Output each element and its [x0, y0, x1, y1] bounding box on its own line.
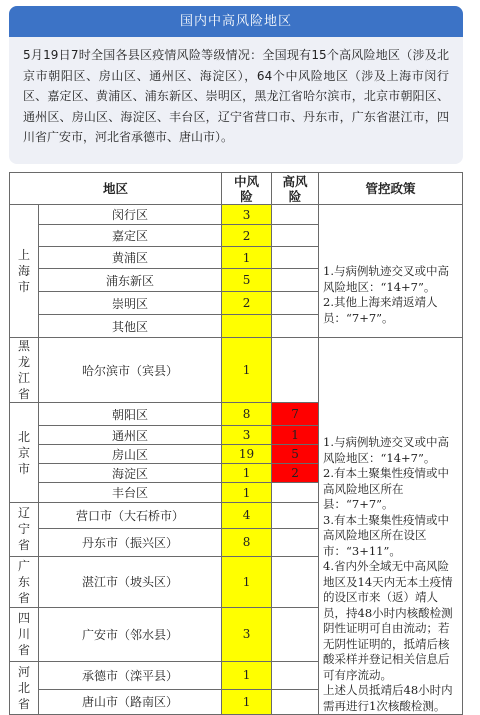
table-header-row [10, 173, 463, 205]
province-label: 黑龙江省 [17, 339, 30, 401]
province-label: 辽宁省 [17, 506, 30, 553]
area-cell: 湛江市（坡头区） [39, 556, 222, 607]
policy-item: 2.有本土聚集性疫情或中高风险地区所在县：“7+7”。 [323, 466, 449, 511]
province-liaoning [10, 503, 39, 556]
header-policy: 管控政策 [319, 173, 463, 205]
policy-item: 1.与病例轨迹交叉或中高风险地区：“14+7”。 [323, 264, 449, 294]
policy-item: 3.有本土聚集性疫情或中高风险地区所在设区市：“3+11”。 [323, 512, 449, 558]
header-region: 地区 [10, 173, 222, 205]
area-cell: 海淀区 [39, 464, 222, 483]
high-count: 7 [272, 403, 319, 426]
province-label: 北京市 [17, 429, 30, 476]
page-title: 国内中高风险地区 [9, 6, 463, 37]
medium-count: 1 [222, 689, 272, 714]
medium-count: 4 [222, 503, 272, 528]
medium-count [222, 315, 272, 338]
medium-count: 1 [222, 661, 272, 689]
medium-count: 1 [222, 483, 272, 503]
medium-count: 3 [222, 205, 272, 225]
medium-count: 3 [222, 607, 272, 661]
medium-count: 5 [222, 269, 272, 292]
province-label: 上海市 [17, 248, 30, 294]
area-cell: 崇明区 [39, 292, 222, 315]
medium-count: 2 [222, 225, 272, 247]
table-row [10, 338, 463, 403]
summary-text: 5月19日7时全国各县区疫情风险等级情况：全国现有15个高风险地区（涉及北京市朝阳区、房山区、通州区、海淀区），64个中风险地区（涉及上海市闵行区、嘉定区、黄浦区、浦东新区、崇明区，黑龙江省哈尔滨市，北京市朝阳区、通州区、房山区、海淀区、丰台区，辽宁省营口市、丹东市，广东省湛江市，四川省广安市，河北省承德市、唐山市）。 [23, 48, 449, 144]
high-count [272, 607, 319, 661]
high-count [272, 269, 319, 292]
high-count [272, 503, 319, 528]
policy-others [319, 338, 463, 715]
area-cell: 承德市（滦平县） [39, 661, 222, 689]
province-label: 四川省 [17, 611, 30, 658]
province-beijing [10, 403, 39, 503]
policy-item: 上述人员抵靖后48小时内需再进行1次核酸检测。 [323, 683, 453, 713]
header-high-label: 高风险 [282, 173, 308, 204]
area-cell: 营口市（大石桥市） [39, 503, 222, 528]
medium-count: 1 [222, 464, 272, 483]
risk-table [9, 172, 463, 715]
medium-count: 1 [222, 338, 272, 403]
high-count [272, 528, 319, 556]
area-cell: 房山区 [39, 445, 222, 464]
policy-item: 4.省内外全域无中高风险地区及14天内无本土疫情的设区市来（返）靖人员，持48小时内核酸检测阴性证明可自由流动；若无阴性证明的，抵靖后核酸采样并登记相关信息后可有序流动。 [323, 559, 453, 682]
high-count [272, 315, 319, 338]
high-count [272, 689, 319, 714]
header-medium-risk [222, 173, 272, 205]
province-label: 河北省 [17, 664, 30, 711]
province-hebei [10, 661, 39, 714]
medium-count: 1 [222, 247, 272, 269]
area-cell: 浦东新区 [39, 269, 222, 292]
policy-shanghai [319, 205, 463, 338]
area-cell: 通州区 [39, 426, 222, 445]
province-sichuan [10, 607, 39, 661]
province-label: 广东省 [17, 558, 30, 605]
high-count [272, 292, 319, 315]
high-count [272, 205, 319, 225]
high-count [272, 225, 319, 247]
high-count [272, 661, 319, 689]
info-card [9, 6, 463, 164]
area-cell: 丹东市（振兴区） [39, 528, 222, 556]
area-cell: 广安市（邻水县） [39, 607, 222, 661]
area-cell: 哈尔滨市（宾县） [39, 338, 222, 403]
medium-count: 19 [222, 445, 272, 464]
medium-count: 3 [222, 426, 272, 445]
header-high-risk [272, 173, 319, 205]
area-cell: 闵行区 [39, 205, 222, 225]
header-medium-label: 中风险 [234, 173, 260, 204]
policy-item: 1.与病例轨迹交叉或中高风险地区：“14+7”。 [323, 435, 449, 465]
area-cell: 黄浦区 [39, 247, 222, 269]
area-cell: 唐山市（路南区） [39, 689, 222, 714]
high-count [272, 483, 319, 503]
policy-item: 2.其他上海来靖返靖人员：“7+7”。 [323, 295, 438, 325]
medium-count: 1 [222, 556, 272, 607]
province-shanghai [10, 205, 39, 338]
high-count [272, 556, 319, 607]
high-count: 2 [272, 464, 319, 483]
table-row [10, 205, 463, 225]
province-heilongjiang [10, 338, 39, 403]
medium-count: 8 [222, 403, 272, 426]
area-cell: 嘉定区 [39, 225, 222, 247]
high-count [272, 247, 319, 269]
area-cell: 丰台区 [39, 483, 222, 503]
area-cell: 朝阳区 [39, 403, 222, 426]
high-count [272, 338, 319, 403]
medium-count: 8 [222, 528, 272, 556]
high-count: 1 [272, 426, 319, 445]
medium-count: 2 [222, 292, 272, 315]
area-cell: 其他区 [39, 315, 222, 338]
province-guangdong [10, 556, 39, 607]
high-count: 5 [272, 445, 319, 464]
